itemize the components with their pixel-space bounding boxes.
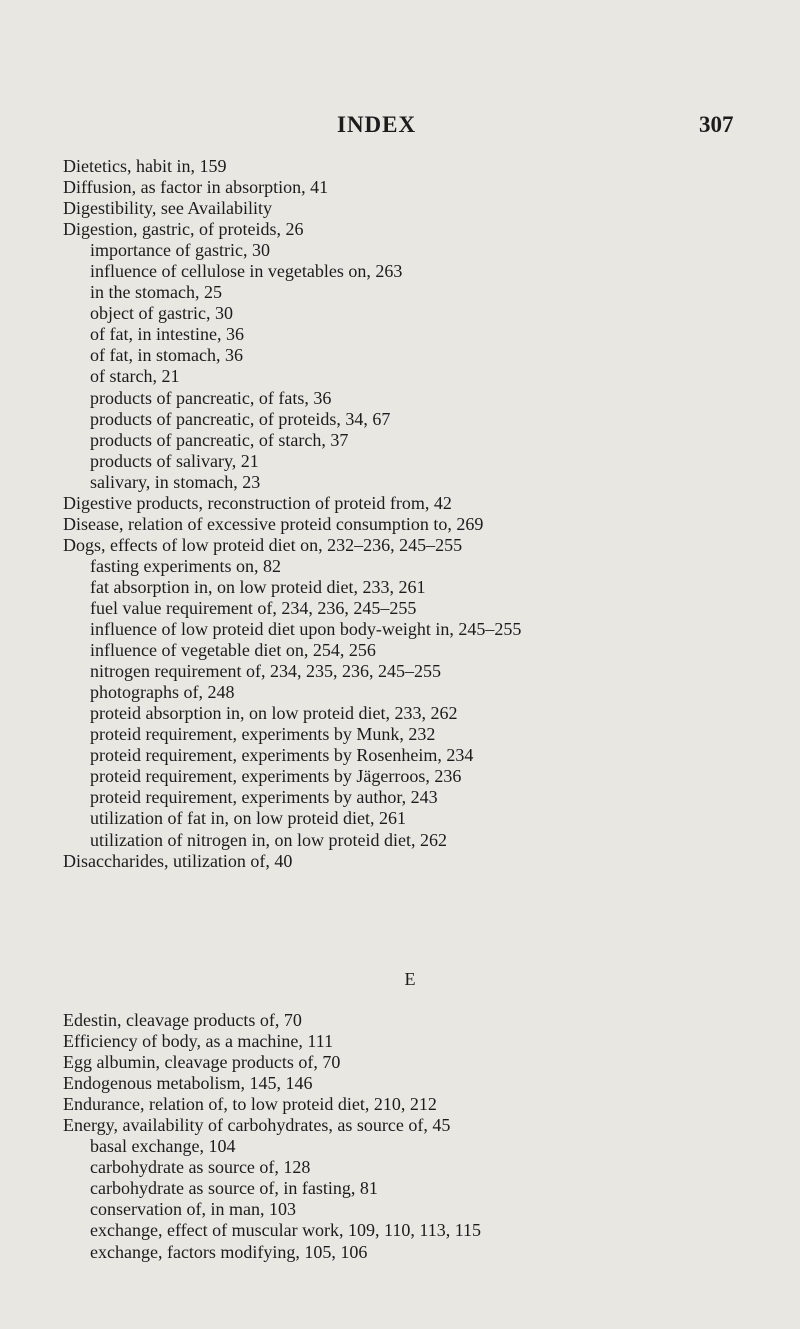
page-number: 307	[699, 112, 734, 137]
page-header	[0, 112, 800, 142]
index-entry: Edestin, cleavage products of, 70	[63, 1010, 302, 1030]
index-subentry: influence of cellulose in vegetables on, 263	[90, 261, 403, 282]
index-subentry: products of pancreatic, of fats, 36	[90, 387, 332, 408]
index-subentry: influence of vegetable diet on, 254, 256	[90, 640, 376, 661]
index-subentry: nitrogen requirement of, 234, 235, 236, 245–255	[90, 661, 441, 682]
index-entry: Disease, relation of excessive proteid consumption to, 269	[63, 513, 484, 534]
index-entry: Dogs, effects of low proteid diet on, 232–236, 245–255	[63, 534, 463, 555]
index-subentry: object of gastric, 30	[90, 303, 233, 324]
index-subentry: products of salivary, 21	[90, 450, 259, 471]
index-entry: Disaccharides, utilization of, 40	[63, 850, 293, 871]
index-subentry: fat absorption in, on low proteid diet, 233, 261	[90, 576, 426, 597]
index-subentry: proteid requirement, experiments by Rosenheim, 234	[90, 745, 474, 766]
index-subentry: conservation of, in man, 103	[90, 1199, 296, 1220]
index-entry: Digestive products, reconstruction of proteid from, 42	[63, 492, 452, 513]
index-subentry: salivary, in stomach, 23	[90, 471, 261, 492]
index-subentry: of fat, in stomach, 36	[90, 345, 243, 366]
index-subentry: importance of gastric, 30	[90, 240, 270, 261]
index-entry: Digestion, gastric, of proteids, 26	[63, 219, 304, 240]
index-subentry: utilization of nitrogen in, on low proteid diet, 262	[90, 829, 447, 850]
index-entry: Diffusion, as factor in absorption, 41	[63, 177, 329, 198]
index-entry: Endurance, relation of, to low proteid diet, 210, 212	[63, 1094, 437, 1115]
index-subentry: proteid absorption in, on low proteid diet, 233, 262	[90, 703, 458, 724]
index-subentry: in the stomach, 25	[90, 282, 222, 303]
index-entry: Energy, availability of carbohydrates, as source of, 45	[63, 1115, 451, 1136]
index-subentry: of starch, 21	[90, 366, 180, 387]
index-entry: Digestibility, see Availability	[63, 198, 272, 219]
index-subentry: of fat, in intestine, 36	[90, 324, 244, 345]
index-entry: Egg albumin, cleavage products of, 70	[63, 1052, 341, 1073]
index-subentry: fuel value requirement of, 234, 236, 245–255	[90, 597, 417, 618]
index-entry: Dietetics, habit in, 159	[63, 156, 227, 176]
index-section-d	[63, 156, 763, 872]
index-subentry: exchange, factors modifying, 105, 106	[90, 1241, 368, 1262]
index-entry: Efficiency of body, as a machine, 111	[63, 1031, 334, 1052]
index-subentry: products of pancreatic, of proteids, 34, 67	[90, 408, 391, 429]
section-letter-e: E	[404, 969, 416, 989]
index-subentry: fasting experiments on, 82	[90, 555, 281, 576]
index-subentry: carbohydrate as source of, in fasting, 81	[90, 1178, 378, 1199]
index-subentry: exchange, effect of muscular work, 109, 110, 113, 115	[90, 1220, 482, 1241]
index-subentry: utilization of fat in, on low proteid diet, 261	[90, 808, 406, 829]
index-entry: Endogenous metabolism, 145, 146	[63, 1073, 313, 1094]
running-title: INDEX	[337, 112, 417, 137]
index-subentry: proteid requirement, experiments by Jägerroos, 236	[90, 766, 462, 787]
index-subentry: photographs of, 248	[90, 682, 235, 703]
index-subentry: proteid requirement, experiments by Munk, 232	[90, 724, 436, 745]
index-subentry: carbohydrate as source of, 128	[90, 1157, 311, 1178]
index-section-e	[63, 1010, 763, 1263]
index-subentry: products of pancreatic, of starch, 37	[90, 429, 349, 450]
index-subentry: basal exchange, 104	[90, 1136, 236, 1157]
index-subentry: proteid requirement, experiments by author, 243	[90, 787, 438, 808]
index-subentry: influence of low proteid diet upon body-weight in, 245–255	[90, 619, 522, 640]
